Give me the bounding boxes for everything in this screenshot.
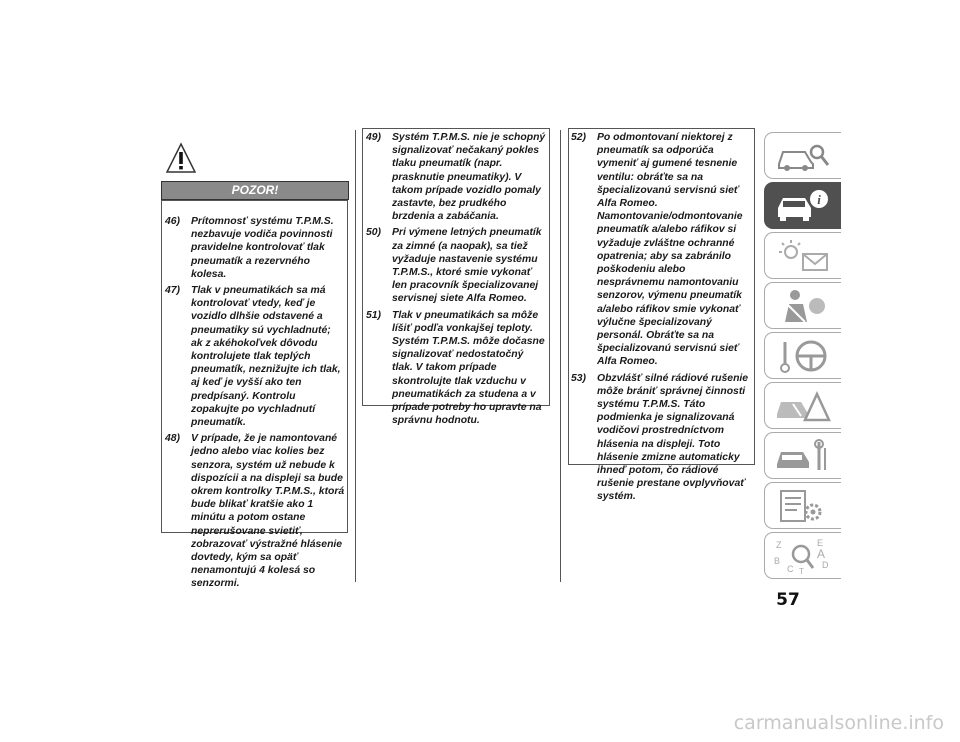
note-number: 53)	[571, 372, 587, 384]
note-number: 51)	[366, 309, 382, 321]
index-letter-z: Z	[776, 540, 782, 550]
car-breakdown-triangle-icon	[773, 388, 833, 424]
car-service-tools-icon	[773, 438, 833, 474]
index-letter-b: B	[774, 556, 781, 566]
index-letter-d: D	[822, 560, 829, 570]
note-item	[165, 215, 345, 281]
note-number: 47)	[165, 285, 181, 297]
tab-technical-data[interactable]	[764, 482, 841, 529]
car-info-icon	[773, 188, 833, 224]
tab-car-search[interactable]	[764, 132, 841, 179]
note-text: Obzvlášť silné rádiové rušenie môže brániť správnej činnosti systému T.P.M.S. Táto podmienka je signalizovaná vodičovi prostredníctvom hlásenia na displeji. Toto hlásenie zmizne automaticky ihneď potom, čo rádiové rušenie prestane ovplyvňovať systém.	[597, 372, 749, 503]
note-item	[571, 131, 752, 369]
column-divider-2	[560, 130, 561, 582]
tab-emergency[interactable]	[764, 382, 841, 429]
index-letter-c: C	[787, 564, 794, 574]
note-text: Prítomnosť systému T.P.M.S. nezbavuje vodiča povinnosti pravidelne kontrolovať tlak pneumatík a rezervného kolesa.	[191, 216, 334, 280]
technical-data-gear-icon	[773, 488, 833, 524]
tab-starting-driving[interactable]	[764, 332, 841, 379]
note-item	[165, 432, 345, 590]
index-letter-a: A	[817, 547, 826, 561]
note-text: V prípade, že je namontované jedno alebo viac kolies bez senzora, systém už nebude k dispozícii a na displeji sa bude okrem kontrolky T.P.M.S., ktorá bude blikať kratšie ako 1 minútu a potom ostane neprerušovane svietiť, zobrazovať výstražné hlásenie dovtedy, kým sa opäť nenamontujú 4 kolesá so senzormi.	[191, 433, 345, 590]
note-number: 50)	[366, 227, 382, 239]
column3-notes	[571, 131, 752, 507]
page-number: 57	[776, 590, 800, 610]
tab-safety[interactable]	[764, 282, 841, 329]
note-number: 52)	[571, 132, 587, 143]
index-letter-e: E	[817, 538, 824, 548]
note-text: Systém T.P.M.S. nie je schopný signalizovať nečakaný pokles tlaku pneumatík (napr. prasknutie pneumatiky). V takom prípade vozidlo pomaly zastavte, bez prudkého brzdenia a zabáčania.	[392, 132, 546, 223]
note-item	[165, 284, 345, 429]
note-item	[366, 309, 547, 428]
tab-warning-lights[interactable]	[764, 232, 841, 279]
car-search-icon	[773, 138, 833, 174]
note-item	[366, 131, 547, 223]
tab-service[interactable]	[764, 432, 841, 479]
warning-notes	[165, 215, 345, 594]
warning-header: POZOR!	[161, 181, 349, 200]
note-text: Pri výmene letných pneumatík za zimné (a naopak), sa tiež vyžaduje nastavenie systému T.P.M.S., ktoré smie vykonať len pracovník špecializovanej servisnej siete Alfa Romeo.	[392, 227, 542, 305]
seatbelt-airbag-icon	[773, 288, 833, 324]
watermark: carmanualsonline.info	[733, 712, 944, 734]
note-text: Po odmontovaní niektorej z pneumatík sa odporúča vymeniť aj gumené tesnenie ventilu: obráťte sa na špecializovanú servisnú sieť Alfa Romeo. Namontovanie/odmontovanie pneumatík a/alebo ráfikov si vyžaduje zvláštne ochranné opatrenia; aby sa zabránilo poškodeniu alebo nesprávnemu namontovaniu senzorov, výmenu pneumatík a/alebo ráfikov smie vykonať výlučne špecializovaný personál. Obráťte sa na špecializovanú servisnú sieť Alfa Romeo.	[597, 132, 743, 368]
column-divider-1	[355, 130, 356, 582]
warning-lights-mail-icon	[773, 238, 833, 274]
note-number: 49)	[366, 132, 382, 143]
note-item	[366, 226, 547, 305]
tab-car-info[interactable]	[764, 182, 841, 229]
warning-box	[161, 200, 348, 590]
note-number: 46)	[165, 216, 181, 227]
warning-triangle-icon	[166, 142, 196, 174]
svg-text:i: i	[817, 192, 821, 207]
index-letter-t: T	[799, 567, 804, 574]
notes-box-3	[568, 128, 755, 503]
column2-notes	[366, 131, 547, 430]
note-text: Tlak v pneumatikách sa má kontrolovať vtedy, keď je vozidlo dlhšie odstavené a pneumatiky sú vychladnuté; ak z akéhokoľvek dôvodu kontrolujete tlak teplých pneumatík, neznižujte ich tlak, aj keď je vyšší ako ten predpísaný. Kontrolu zopakujte po vychladnutí pneumatík.	[191, 285, 341, 429]
alphabetical-index-icon	[773, 538, 833, 574]
steering-wheel-key-icon	[773, 338, 833, 374]
note-text: Tlak v pneumatikách sa môže líšiť podľa vonkajšej teploty. Systém T.P.M.S. môže dočasne signalizovať nedostatočný tlak. V takom prípade skontrolujte tlak vzduchu v pneumatikách za studena a v prípade potreby ho upravte na správnu hodnotu.	[392, 309, 545, 427]
tab-index[interactable]	[764, 532, 841, 579]
note-item	[571, 372, 752, 504]
note-number: 48)	[165, 433, 181, 445]
notes-box-2	[362, 128, 550, 427]
